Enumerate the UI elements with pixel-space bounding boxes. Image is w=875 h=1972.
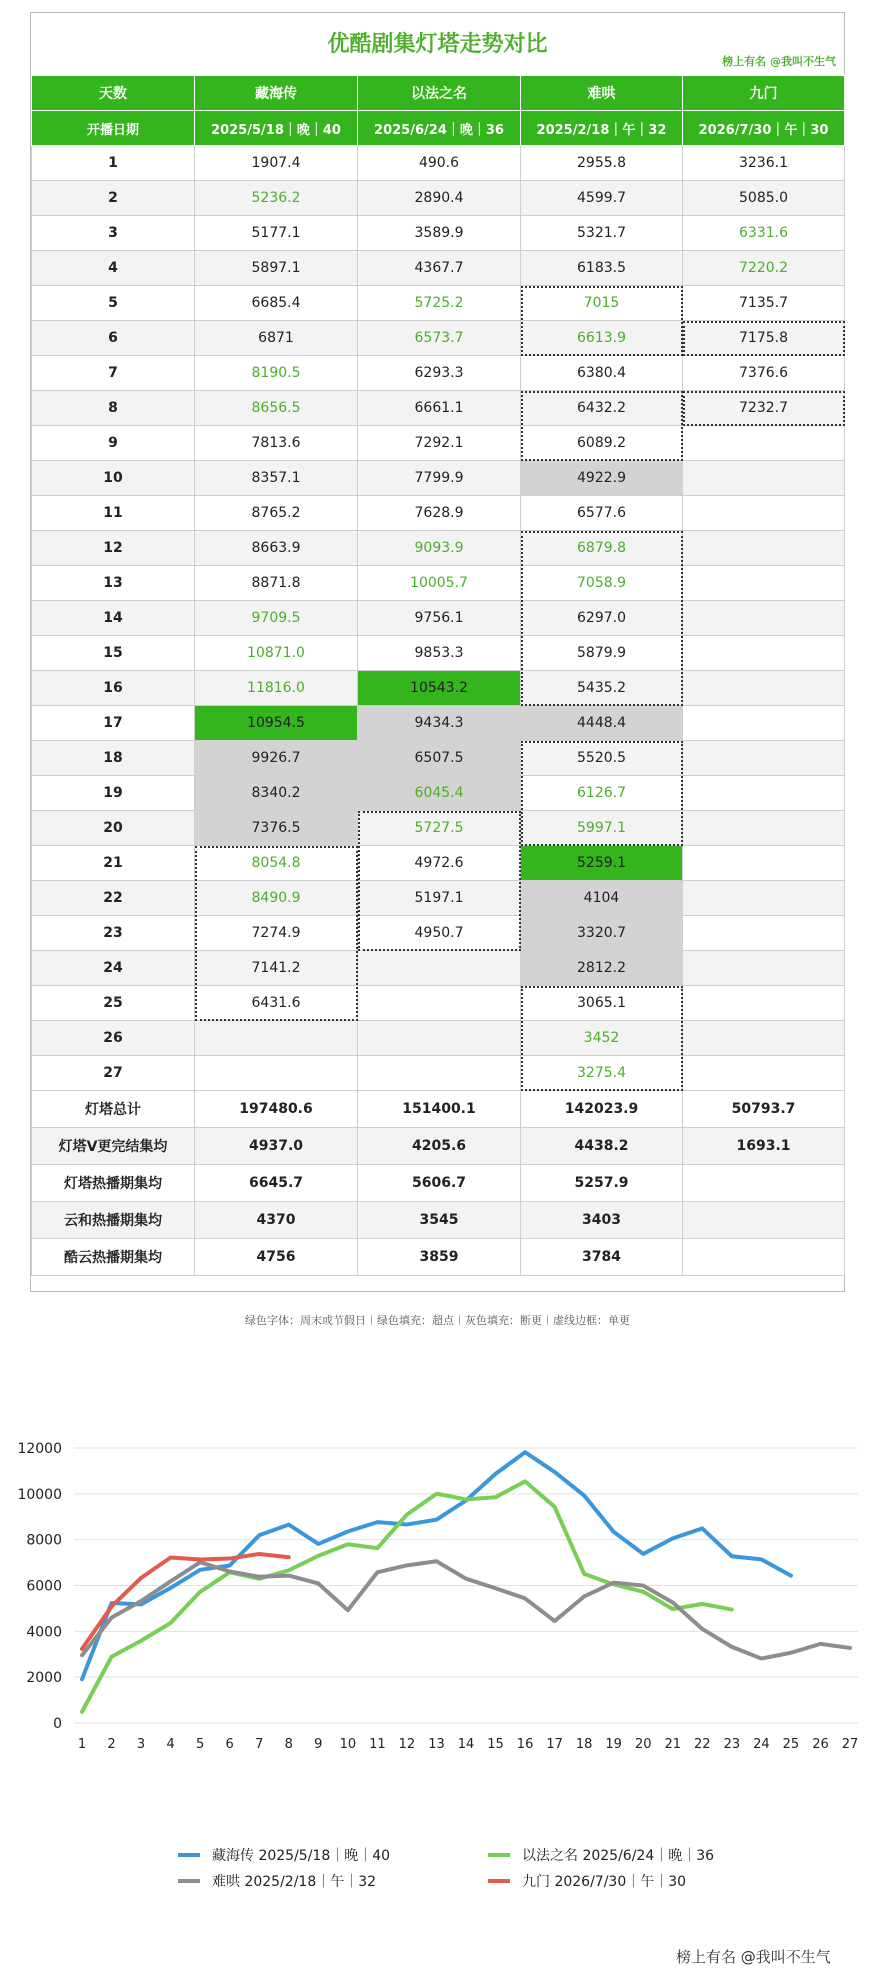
day-value-cell: 5879.9 [521, 636, 683, 671]
legend-entry: 难哄 2025/2/18｜午｜32 [212, 1874, 377, 1890]
day-value-cell: 6685.4 [195, 286, 358, 321]
day-number: 12 [32, 531, 195, 566]
day-value-cell [683, 461, 845, 496]
day-value-cell [683, 426, 845, 461]
table-row [32, 146, 845, 181]
summary-value [683, 1202, 845, 1239]
day-value-cell: 5236.2 [195, 181, 358, 216]
x-tick-label: 11 [369, 1737, 386, 1752]
summary-value: 197480.6 [195, 1091, 358, 1128]
y-tick-label: 10000 [17, 1486, 62, 1503]
day-value-cell: 6573.7 [358, 321, 521, 356]
day-number: 26 [32, 1021, 195, 1056]
day-value-cell [683, 671, 845, 706]
day-value-cell: 7292.1 [358, 426, 521, 461]
day-value-cell: 7015 [521, 286, 683, 321]
y-tick-label: 6000 [26, 1578, 62, 1595]
table-row [32, 496, 845, 531]
summary-row [32, 1239, 845, 1276]
summary-label: 灯塔V更完结集均 [32, 1128, 195, 1165]
day-value-cell [683, 986, 845, 1021]
day-value-cell: 8190.5 [195, 356, 358, 391]
table-row [32, 776, 845, 811]
day-number: 25 [32, 986, 195, 1021]
day-value-cell: 7175.8 [683, 321, 845, 356]
day-value-cell [683, 951, 845, 986]
day-value-cell: 6126.7 [521, 776, 683, 811]
title-bar [31, 13, 844, 76]
day-value-cell: 4972.6 [358, 846, 521, 881]
day-value-cell: 5177.1 [195, 216, 358, 251]
summary-value [683, 1239, 845, 1276]
day-number: 13 [32, 566, 195, 601]
day-number: 22 [32, 881, 195, 916]
series-line [82, 1452, 791, 1679]
header-show-meta: 2025/2/18｜午｜32 [521, 111, 683, 146]
day-value-cell [683, 881, 845, 916]
day-value-cell: 4448.4 [521, 706, 683, 741]
data-table [31, 75, 845, 1276]
table-row [32, 251, 845, 286]
table-row [32, 461, 845, 496]
day-value-cell: 9756.1 [358, 601, 521, 636]
day-value-cell [683, 811, 845, 846]
day-value-cell [195, 1056, 358, 1091]
x-tick-label: 3 [136, 1737, 146, 1752]
day-value-cell: 2955.8 [521, 146, 683, 181]
day-number: 17 [32, 706, 195, 741]
day-value-cell: 8663.9 [195, 531, 358, 566]
header-show-name: 以法之名 [358, 76, 521, 111]
y-tick-label: 4000 [26, 1624, 62, 1641]
day-value-cell: 3275.4 [521, 1056, 683, 1091]
x-tick-label: 13 [428, 1737, 445, 1752]
day-value-cell: 7799.9 [358, 461, 521, 496]
day-value-cell: 6871 [195, 321, 358, 356]
day-value-cell: 9709.5 [195, 601, 358, 636]
day-value-cell: 9093.9 [358, 531, 521, 566]
day-value-cell: 5897.1 [195, 251, 358, 286]
day-number: 3 [32, 216, 195, 251]
x-tick-label: 22 [694, 1737, 711, 1752]
day-value-cell: 7141.2 [195, 951, 358, 986]
day-value-cell: 8054.8 [195, 846, 358, 881]
x-tick-label: 10 [339, 1737, 357, 1752]
day-value-cell: 9434.3 [358, 706, 521, 741]
x-tick-label: 7 [255, 1737, 264, 1752]
day-value-cell: 8357.1 [195, 461, 358, 496]
header-show-meta: 2025/6/24｜晚｜36 [358, 111, 521, 146]
day-value-cell: 7376.5 [195, 811, 358, 846]
day-number: 8 [32, 391, 195, 426]
header-row-dates [32, 111, 845, 146]
header-show-name: 九门 [683, 76, 845, 111]
table-row [32, 426, 845, 461]
day-value-cell: 7058.9 [521, 566, 683, 601]
header-date: 开播日期 [32, 111, 195, 146]
table-row [32, 531, 845, 566]
legend-entry: 藏海传 2025/5/18｜晚｜40 [212, 1848, 391, 1864]
table-row [32, 706, 845, 741]
day-value-cell: 6507.5 [358, 741, 521, 776]
day-value-cell [683, 601, 845, 636]
x-tick-label: 16 [516, 1737, 534, 1752]
table-row [32, 986, 845, 1021]
day-value-cell: 4950.7 [358, 916, 521, 951]
day-number: 7 [32, 356, 195, 391]
day-value-cell: 7813.6 [195, 426, 358, 461]
day-value-cell: 7376.6 [683, 356, 845, 391]
table-row [32, 811, 845, 846]
x-tick-label: 14 [457, 1737, 475, 1752]
day-value-cell: 8490.9 [195, 881, 358, 916]
data-sheet [30, 12, 845, 1292]
summary-value: 5257.9 [521, 1165, 683, 1202]
day-number: 10 [32, 461, 195, 496]
day-number: 21 [32, 846, 195, 881]
day-number: 19 [32, 776, 195, 811]
day-value-cell: 6293.3 [358, 356, 521, 391]
table-row [32, 916, 845, 951]
table-row [32, 671, 845, 706]
table-row [32, 636, 845, 671]
day-number: 11 [32, 496, 195, 531]
day-value-cell [358, 1021, 521, 1056]
day-value-cell [683, 636, 845, 671]
x-tick-label: 26 [812, 1737, 829, 1752]
table-row [32, 601, 845, 636]
day-value-cell: 2890.4 [358, 181, 521, 216]
day-value-cell: 4367.7 [358, 251, 521, 286]
y-tick-label: 2000 [26, 1670, 62, 1687]
day-value-cell [683, 1021, 845, 1056]
summary-label: 云和热播期集均 [32, 1202, 195, 1239]
header-row-shows [32, 76, 845, 111]
day-value-cell: 7628.9 [358, 496, 521, 531]
day-value-cell: 1907.4 [195, 146, 358, 181]
day-value-cell: 8656.5 [195, 391, 358, 426]
day-value-cell: 3589.9 [358, 216, 521, 251]
day-value-cell: 8871.8 [195, 566, 358, 601]
day-number: 4 [32, 251, 195, 286]
day-value-cell [683, 531, 845, 566]
table-row [32, 566, 845, 601]
summary-value: 5606.7 [358, 1165, 521, 1202]
day-value-cell: 10871.0 [195, 636, 358, 671]
day-value-cell: 6661.1 [358, 391, 521, 426]
series-line [82, 1561, 850, 1658]
summary-value: 3403 [521, 1202, 683, 1239]
summary-value: 1693.1 [683, 1128, 845, 1165]
table-row [32, 216, 845, 251]
day-value-cell: 7135.7 [683, 286, 845, 321]
x-tick-label: 21 [664, 1737, 682, 1752]
summary-value: 4438.2 [521, 1128, 683, 1165]
table-row [32, 321, 845, 356]
day-value-cell: 490.6 [358, 146, 521, 181]
x-tick-label: 23 [723, 1737, 741, 1752]
summary-row [32, 1165, 845, 1202]
table-row [32, 881, 845, 916]
header-day: 天数 [32, 76, 195, 111]
day-number: 16 [32, 671, 195, 706]
summary-row [32, 1091, 845, 1128]
day-value-cell: 6879.8 [521, 531, 683, 566]
table-row [32, 391, 845, 426]
day-value-cell: 5520.5 [521, 741, 683, 776]
day-value-cell: 6432.2 [521, 391, 683, 426]
day-value-cell: 7274.9 [195, 916, 358, 951]
day-value-cell [358, 986, 521, 1021]
x-tick-label: 20 [634, 1737, 652, 1752]
trend-chart [0, 1350, 875, 1970]
x-tick-label: 18 [575, 1737, 593, 1752]
summary-row [32, 1202, 845, 1239]
day-value-cell: 10543.2 [358, 671, 521, 706]
summary-value: 3545 [358, 1202, 521, 1239]
day-value-cell: 2812.2 [521, 951, 683, 986]
day-value-cell [683, 706, 845, 741]
day-value-cell [683, 916, 845, 951]
day-number: 23 [32, 916, 195, 951]
day-number: 18 [32, 741, 195, 776]
day-value-cell: 5435.2 [521, 671, 683, 706]
day-value-cell: 3065.1 [521, 986, 683, 1021]
day-value-cell: 6577.6 [521, 496, 683, 531]
day-number: 5 [32, 286, 195, 321]
day-number: 24 [32, 951, 195, 986]
day-number: 15 [32, 636, 195, 671]
x-tick-label: 8 [284, 1737, 293, 1752]
day-value-cell: 8340.2 [195, 776, 358, 811]
day-number: 2 [32, 181, 195, 216]
day-value-cell: 5997.1 [521, 811, 683, 846]
day-value-cell: 6331.6 [683, 216, 845, 251]
summary-value: 6645.7 [195, 1165, 358, 1202]
summary-value: 4756 [195, 1239, 358, 1276]
day-value-cell: 3320.7 [521, 916, 683, 951]
day-value-cell: 4104 [521, 881, 683, 916]
day-value-cell: 6183.5 [521, 251, 683, 286]
day-value-cell: 7220.2 [683, 251, 845, 286]
summary-value: 4937.0 [195, 1128, 358, 1165]
table-row [32, 846, 845, 881]
summary-value: 142023.9 [521, 1091, 683, 1128]
day-number: 27 [32, 1056, 195, 1091]
x-tick-label: 12 [398, 1737, 416, 1752]
day-number: 9 [32, 426, 195, 461]
summary-value: 4205.6 [358, 1128, 521, 1165]
day-value-cell: 6045.4 [358, 776, 521, 811]
x-tick-label: 24 [753, 1737, 770, 1752]
day-value-cell: 6431.6 [195, 986, 358, 1021]
day-value-cell: 6089.2 [521, 426, 683, 461]
day-value-cell [683, 741, 845, 776]
summary-value: 3784 [521, 1239, 683, 1276]
table-row [32, 951, 845, 986]
header-show-meta: 2026/7/30｜午｜30 [683, 111, 845, 146]
summary-row [32, 1128, 845, 1165]
day-value-cell: 3236.1 [683, 146, 845, 181]
day-value-cell: 6380.4 [521, 356, 683, 391]
day-value-cell: 9853.3 [358, 636, 521, 671]
header-show-name: 藏海传 [195, 76, 358, 111]
summary-value: 3859 [358, 1239, 521, 1276]
legend-note: 绿色字体：周末或节假日｜绿色填充：超点｜灰色填充：断更｜虚线边框：单更 [245, 1314, 630, 1327]
day-value-cell [683, 776, 845, 811]
y-tick-label: 8000 [26, 1532, 62, 1549]
x-tick-label: 5 [196, 1737, 205, 1752]
x-tick-label: 2 [107, 1737, 116, 1752]
day-value-cell: 5321.7 [521, 216, 683, 251]
summary-value: 50793.7 [683, 1091, 845, 1128]
y-tick-label: 0 [53, 1716, 62, 1732]
summary-label: 灯塔热播期集均 [32, 1165, 195, 1202]
day-value-cell: 11816.0 [195, 671, 358, 706]
summary-label: 灯塔总计 [32, 1091, 195, 1128]
x-tick-label: 17 [546, 1737, 563, 1752]
day-value-cell [683, 496, 845, 531]
day-number: 6 [32, 321, 195, 356]
day-value-cell: 10954.5 [195, 706, 358, 741]
day-value-cell: 6613.9 [521, 321, 683, 356]
summary-value [683, 1165, 845, 1202]
author-credit: 榜上有名 @我叫不生气 [722, 55, 836, 68]
table-row [32, 1021, 845, 1056]
header-show-meta: 2025/5/18｜晚｜40 [195, 111, 358, 146]
day-value-cell [195, 1021, 358, 1056]
x-tick-label: 9 [314, 1737, 323, 1752]
day-value-cell [358, 1056, 521, 1091]
table-row [32, 741, 845, 776]
day-value-cell: 3452 [521, 1021, 683, 1056]
day-value-cell: 10005.7 [358, 566, 521, 601]
day-number: 1 [32, 146, 195, 181]
day-value-cell: 6297.0 [521, 601, 683, 636]
summary-label: 酷云热播期集均 [32, 1239, 195, 1276]
day-value-cell: 5197.1 [358, 881, 521, 916]
x-tick-label: 1 [77, 1737, 87, 1752]
day-number: 14 [32, 601, 195, 636]
x-tick-label: 27 [841, 1737, 859, 1752]
x-tick-label: 25 [782, 1737, 800, 1752]
x-tick-label: 6 [225, 1737, 234, 1752]
day-value-cell [683, 846, 845, 881]
table-row [32, 1056, 845, 1091]
x-tick-label: 19 [605, 1737, 622, 1752]
table-row [32, 286, 845, 321]
day-value-cell: 8765.2 [195, 496, 358, 531]
day-value-cell: 5725.2 [358, 286, 521, 321]
legend-entry: 以法之名 2025/6/24｜晚｜36 [522, 1848, 715, 1864]
day-value-cell: 4599.7 [521, 181, 683, 216]
summary-value: 4370 [195, 1202, 358, 1239]
day-value-cell [683, 566, 845, 601]
x-tick-label: 4 [166, 1737, 175, 1752]
day-value-cell [683, 1056, 845, 1091]
y-tick-label: 12000 [17, 1441, 62, 1457]
page-title: 优酷剧集灯塔走势对比 [327, 32, 548, 57]
day-value-cell: 9926.7 [195, 741, 358, 776]
day-value-cell: 5259.1 [521, 846, 683, 881]
table-row [32, 356, 845, 391]
day-value-cell: 4922.9 [521, 461, 683, 496]
day-value-cell: 5085.0 [683, 181, 845, 216]
day-number: 20 [32, 811, 195, 846]
day-value-cell: 5727.5 [358, 811, 521, 846]
day-value-cell [358, 951, 521, 986]
x-tick-label: 15 [487, 1737, 504, 1752]
watermark: 榜上有名 @我叫不生气 [676, 1948, 831, 1966]
day-value-cell: 7232.7 [683, 391, 845, 426]
header-show-name: 难哄 [521, 76, 683, 111]
summary-value: 151400.1 [358, 1091, 521, 1128]
table-row [32, 181, 845, 216]
legend-entry: 九门 2026/7/30｜午｜30 [522, 1874, 687, 1890]
